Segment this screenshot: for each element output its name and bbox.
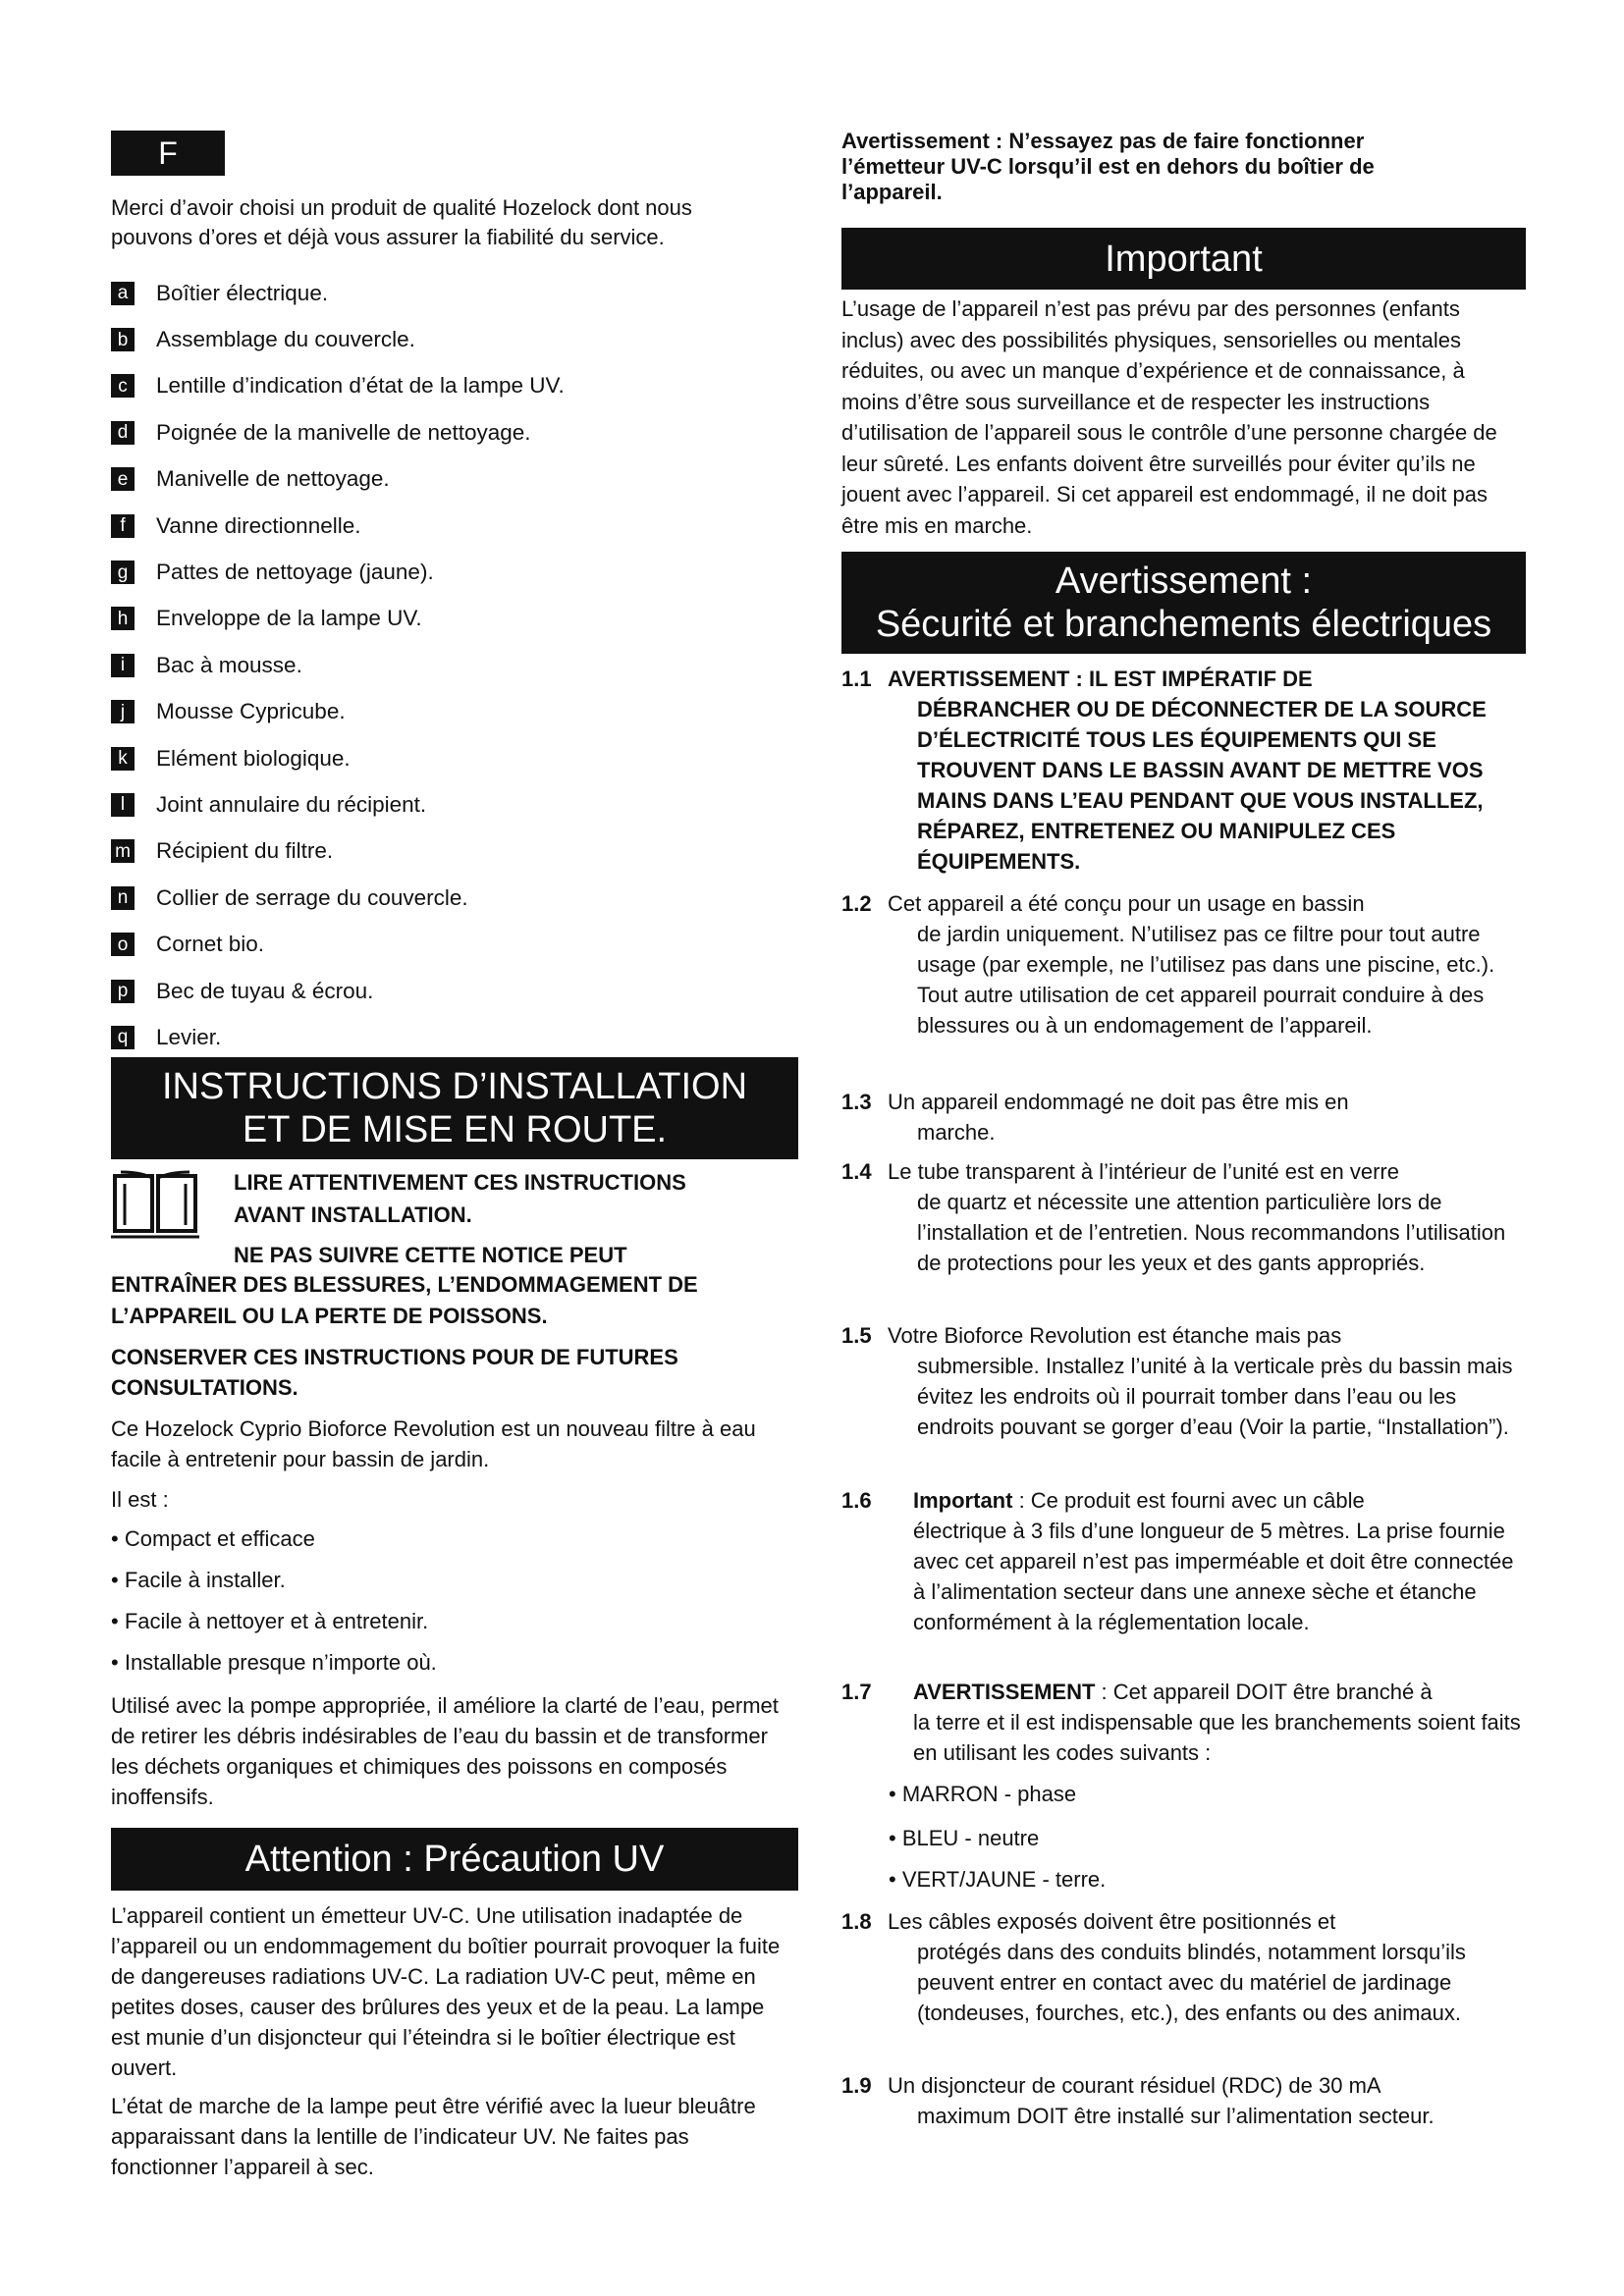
section-text: maximum DOIT être installé sur l’alimentation secteur. [917, 2104, 1435, 2128]
section-text: Un appareil endommagé ne doit pas être mis en [888, 1090, 1349, 1114]
section-text: Un disjoncteur de courant résiduel (RDC) de 30 mA [888, 2073, 1381, 2098]
section-text: Cet appareil a été conçu pour un usage en bassin [888, 891, 1365, 916]
important-text: L’usage de l’appareil n’est pas prévu par des personnes (enfants inclus) avec des possibilités physiques, sensorielles ou mentales réduites, ou avec un manque d’expérience et de connaissance, à moins d’être sous surveillance et de respecter les instructions d’utilisation de l’appareil sous le contrôle d’une personne chargée de leur sûreté. Les enfants doivent être surveillés pour éviter qu’ils ne jouent avec l’appareil. Si cet appareil est endommagé, il ne doit pas être mis en marche. [841, 296, 1497, 538]
part-key: a [111, 282, 135, 305]
read-notice-line2: AVANT INSTALLATION. [234, 1202, 472, 1227]
part-label: Levier. [156, 1024, 222, 1049]
part-label: Assemblage du couvercle. [156, 327, 415, 352]
intro-text: Merci d’avoir choisi un produit de qualité Hozelock dont nous pouvons d’ores et déjà vous assurer la fiabilité du service. [111, 195, 692, 249]
install-banner-line1: INSTRUCTIONS D’INSTALLATION [161, 1066, 748, 1107]
install-banner-line2: ET DE MISE EN ROUTE. [242, 1109, 668, 1150]
safety-banner [841, 552, 1526, 654]
part-key: k [111, 747, 135, 771]
section-number: 1.1 [841, 667, 872, 691]
read-notice-line5: L’APPAREIL OU LA PERTE DE POISSONS. [111, 1304, 548, 1328]
part-key: j [111, 700, 135, 723]
section-number: 1.4 [841, 1159, 872, 1184]
part-key: d [111, 421, 135, 445]
feature-item: • Facile à installer. [111, 1568, 286, 1593]
list-item [111, 968, 565, 1014]
product-intro: Ce Hozelock Cyprio Bioforce Revolution est un nouveau filtre à eau facile à entretenir pour bassin de jardin. [111, 1416, 756, 1471]
part-key: n [111, 886, 135, 910]
section-number: 1.6 [841, 1488, 872, 1513]
language-badge: F [111, 131, 225, 176]
part-key: m [111, 839, 135, 863]
list-item [111, 316, 565, 362]
part-label: Vanne directionnelle. [156, 512, 361, 538]
part-key: l [111, 793, 135, 817]
section-text: DÉBRANCHER OU DE DÉCONNECTER DE LA SOURCE D’ÉLECTRICITÉ TOUS LES ÉQUIPEMENTS QUI SE TROUVENT DANS LE BASSIN AVANT DE METTRE VOS MAINS DANS L’EAU PENDANT QUE VOUS INSTALLEZ, RÉPAREZ, ENTRETENEZ OU MANIPULEZ CES ÉQUIPEMENTS. [917, 697, 1487, 874]
part-label: Bac à mousse. [156, 652, 302, 677]
important-banner [841, 228, 1526, 290]
part-label: Elément biologique. [156, 745, 351, 771]
section-text: marche. [917, 1120, 996, 1145]
section-text: Votre Bioforce Revolution est étanche mais pas [888, 1323, 1342, 1348]
keep-notice: CONSERVER CES INSTRUCTIONS POUR DE FUTURES CONSULTATIONS. [111, 1345, 678, 1400]
list-item [111, 828, 565, 875]
uv-text-2: L’état de marche de la lampe peut être vérifié avec la lueur bleuâtre apparaissant dans la lentille de l’indicateur UV. Ne faites pas fonctionner l’appareil à sec. [111, 2094, 756, 2179]
part-key: p [111, 980, 135, 1003]
feature-item: • Installable presque n’importe où. [111, 1650, 437, 1676]
part-label: Collier de serrage du couvercle. [156, 884, 468, 910]
section-label: Important [913, 1488, 1013, 1513]
part-label: Bec de tuyau & écrou. [156, 978, 374, 1003]
part-key: i [111, 654, 135, 677]
section-text: Les câbles exposés doivent être positionnés et [888, 1909, 1336, 1934]
section-text: : Cet appareil DOIT être branché à [1095, 1680, 1433, 1704]
install-banner [111, 1057, 798, 1159]
list-item [111, 875, 565, 921]
part-key: c [111, 374, 135, 398]
part-key: e [111, 467, 135, 491]
part-label: Récipient du filtre. [156, 838, 334, 864]
section-number: 1.7 [841, 1680, 872, 1704]
list-item [111, 503, 565, 549]
section-number: 1.2 [841, 891, 872, 916]
part-label: Poignée de la manivelle de nettoyage. [156, 419, 531, 445]
part-label: Enveloppe de la lampe UV. [156, 606, 422, 631]
warning-top: Avertissement : N’essayez pas de faire fonctionner l’émetteur UV-C lorsqu’il est en dehors du boîtier de l’appareil. [841, 129, 1375, 204]
list-item [111, 409, 565, 455]
list-item [111, 735, 565, 781]
part-label: Pattes de nettoyage (jaune). [156, 560, 434, 585]
list-item [111, 456, 565, 503]
read-notice-line4: ENTRAÎNER DES BLESSURES, L’ENDOMMAGEMENT DE [111, 1272, 698, 1297]
part-label: Manivelle de nettoyage. [156, 466, 390, 492]
part-label: Lentille d’indication d’état de la lampe UV. [156, 373, 565, 399]
list-item [111, 596, 565, 642]
feature-item: • Facile à nettoyer et à entretenir. [111, 1609, 428, 1634]
wire-code-item: • VERT/JAUNE - terre. [889, 1867, 1106, 1893]
section-text: la terre et il est indispensable que les branchements soient faits en utilisant les codes suivants : [913, 1710, 1521, 1765]
section-text: de jardin uniquement. N’utilisez pas ce filtre pour tout autre usage (par exemple, ne l’utilisez pas dans une piscine, etc.). Tout autre utilisation de cet appareil pourrait conduire à des blessures ou à un endomagement de l’appareil. [917, 922, 1495, 1038]
il-est-text: Il est : [111, 1487, 169, 1512]
list-item [111, 781, 565, 828]
part-key: g [111, 561, 135, 584]
section-number: 1.5 [841, 1323, 872, 1348]
section-text: AVERTISSEMENT : IL EST IMPÉRATIF DE [888, 667, 1313, 691]
section-text: Le tube transparent à l’intérieur de l’unité est en verre [888, 1159, 1399, 1184]
uv-text-1: L’appareil contient un émetteur UV-C. Une utilisation inadaptée de l’appareil ou un endommagement du boîtier pourrait provoquer la fuite de dangereuses radiations UV-C. La radiation UV-C peut, même en petites doses, causer des brûlures des yeux et de la peau. La lampe est munie d’un disjoncteur qui l’éteindra si le boîtier électrique est ouvert. [111, 1903, 781, 2080]
wire-code-item: • MARRON - phase [889, 1782, 1076, 1807]
part-key: o [111, 933, 135, 956]
part-label: Mousse Cypricube. [156, 699, 346, 724]
section-number: 1.8 [841, 1909, 872, 1934]
uv-banner-title: Attention : Précaution UV [244, 1839, 665, 1880]
uv-banner [111, 1828, 798, 1891]
section-number: 1.9 [841, 2073, 872, 2098]
parts-list [111, 270, 565, 1061]
part-label: Cornet bio. [156, 932, 265, 957]
book-icon [111, 1168, 199, 1239]
section-number: 1.3 [841, 1090, 872, 1114]
section-text: électrique à 3 fils d’une longueur de 5 mètres. La prise fournie avec cet appareil n’est pas imperméable et doit être connectée à l’alimentation secteur dans une annexe sèche et étanche conformément à la réglementation locale. [913, 1519, 1514, 1634]
important-banner-title: Important [1105, 238, 1263, 280]
safety-banner-line1: Avertissement : [1055, 561, 1313, 602]
list-item [111, 921, 565, 967]
wire-code-item: • BLEU - neutre [889, 1826, 1039, 1851]
section-text: : Ce produit est fourni avec un câble [1012, 1488, 1365, 1513]
section-text: protégés dans des conduits blindés, notamment lorsqu’ils peuvent entrer en contact avec du matériel de jardinage (tondeuses, fourches, etc.), des enfants ou des animaux. [917, 1940, 1466, 2025]
usage-text: Utilisé avec la pompe appropriée, il améliore la clarté de l’eau, permet de retirer les débris indésirables de l’eau du bassin et de transformer les déchets organiques et chimiques des poissons en composés inoffensifs. [111, 1693, 779, 1809]
part-label: Joint annulaire du récipient. [156, 791, 427, 817]
list-item [111, 642, 565, 688]
read-notice-line3: NE PAS SUIVRE CETTE NOTICE PEUT [234, 1243, 627, 1267]
list-item [111, 363, 565, 409]
section-text: de quartz et nécessite une attention particulière lors de l’installation et de l’entretien. Nous recommandons l’utilisation de protections pour les yeux et des gants appropriés. [917, 1190, 1506, 1275]
list-item [111, 549, 565, 595]
part-key: f [111, 514, 135, 538]
section-text: submersible. Installez l’unité à la verticale près du bassin mais évitez les endroits où il pourrait tomber dans l’eau ou les endroits pouvant se gorger d’eau (Voir la partie, “Installation”). [917, 1354, 1513, 1439]
part-key: q [111, 1026, 135, 1049]
part-key: b [111, 328, 135, 351]
list-item [111, 689, 565, 735]
list-item [111, 270, 565, 316]
safety-banner-line2: Sécurité et branchements électriques [875, 604, 1492, 645]
part-key: h [111, 607, 135, 630]
section-label: AVERTISSEMENT [913, 1680, 1096, 1704]
read-notice-line1: LIRE ATTENTIVEMENT CES INSTRUCTIONS [234, 1170, 686, 1195]
list-item [111, 1014, 565, 1060]
part-label: Boîtier électrique. [156, 280, 329, 305]
feature-item: • Compact et efficace [111, 1526, 315, 1552]
